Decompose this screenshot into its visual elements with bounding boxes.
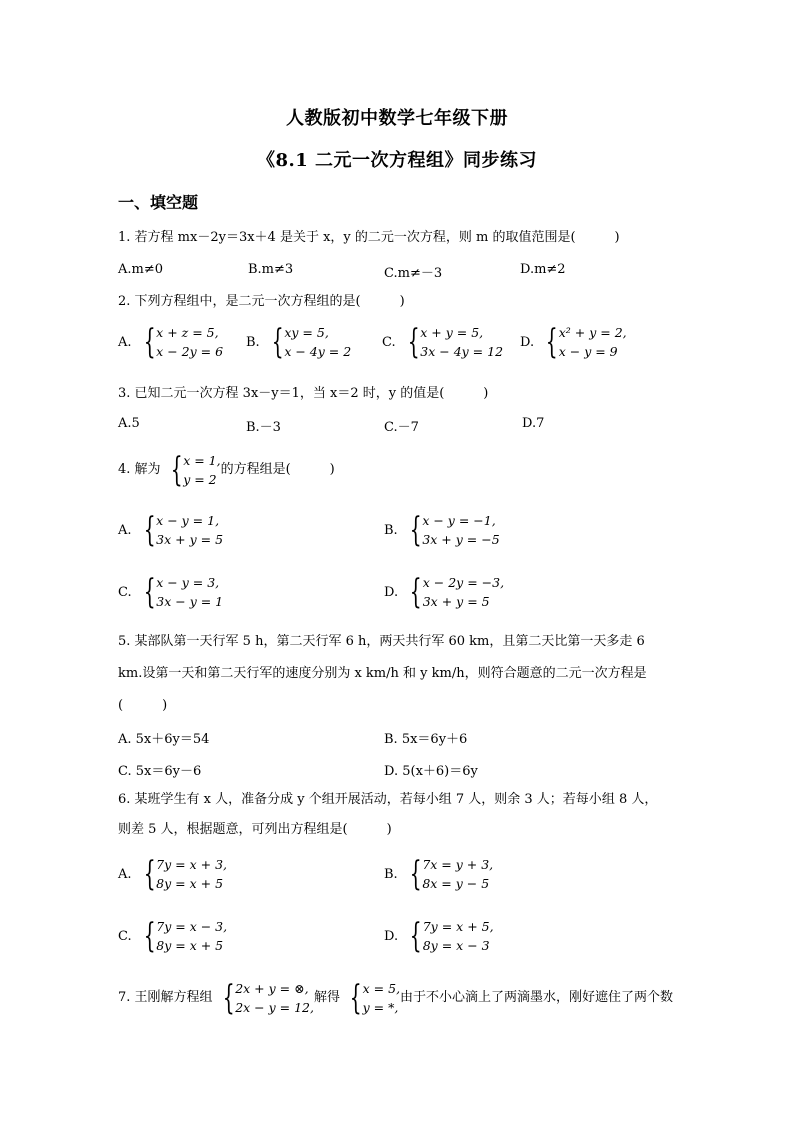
q6-option-d: D. { 7y = x + 5, 8y = x − 3 (384, 916, 494, 956)
equation: x − y = 9 (558, 344, 618, 359)
equation: x + z = 5, (156, 325, 219, 340)
q1-option-a: A.m≠0 (118, 262, 164, 277)
option-label: C. (118, 584, 132, 600)
question-2: 2. 下列方程组中，是二元一次方程组的是( ) (118, 294, 405, 309)
option-label: B. (384, 522, 398, 538)
q1-option-d: D.m≠2 (520, 262, 566, 277)
question-6-line-2: 则差 5 人，根据题意，可列出方程组是( ) (118, 822, 392, 837)
question-5-line-3: ( ) (118, 698, 168, 713)
question-4: 4. 解为 { x = 1, y = 2 的方程组是( ) (118, 450, 335, 490)
equation: y = *, (362, 1000, 399, 1015)
equation: x = 5, (362, 981, 401, 996)
equation: 3x + y = 5 (156, 532, 224, 547)
equation: 7y = x − 3, (156, 919, 228, 934)
equation: 7x = y + 3, (422, 857, 494, 872)
equation: 8y = x + 5 (156, 876, 224, 891)
question-5-line-2: km.设第一天和第二天行军的速度分别为 x km/h 和 y km/h，则符合题意的二元一次方程是 (118, 666, 647, 681)
equation: y = 2 (183, 472, 217, 487)
equation: x − y = 3, (156, 575, 220, 590)
q3-option-a: A.5 (118, 416, 140, 431)
equation: 8y = x − 3 (422, 938, 490, 953)
option-label: C. (118, 928, 132, 944)
question-6-line-1: 6. 某班学生有 x 人，准备分成 y 个组开展活动，若每小组 7 人，则余 3 人；若每小组 8 人， (118, 792, 658, 807)
equation: x − 4y = 2 (284, 344, 352, 359)
equation: 8y = x + 5 (156, 938, 224, 953)
q2-option-c: C. { x + y = 5, 3x − 4y = 12 (382, 322, 504, 362)
equation: 7y = x + 3, (156, 857, 228, 872)
q4-option-d: D. { x − 2y = −3, 3x + y = 5 (384, 572, 505, 612)
q7-mid: 解得 (313, 990, 340, 1005)
q4-suffix: 的方程组是( ) (220, 462, 335, 477)
equation: x² + y = 2, (558, 325, 627, 340)
q1-option-b: B.m≠3 (248, 262, 294, 277)
q1-option-c: C.m≠－3 (384, 266, 443, 281)
q6-option-a: A. { 7y = x + 3, 8y = x + 5 (118, 854, 228, 894)
equation: x − y = 1, (156, 513, 220, 528)
equation: x = 1, (183, 453, 221, 468)
q5-option-d: D. 5(x＋6)＝6y (384, 764, 478, 779)
equation: x − 2y = −3, (422, 575, 505, 590)
q4-option-b: B. { x − y = −1, 3x + y = −5 (384, 510, 500, 550)
option-label: B. (246, 334, 260, 350)
equation: 8x = y − 5 (422, 876, 490, 891)
q2-option-d: D. { x² + y = 2, x − y = 9 (520, 322, 627, 362)
equation: x − 2y = 6 (156, 344, 224, 359)
equation: 7y = x + 5, (422, 919, 494, 934)
option-label: C. (382, 334, 396, 350)
option-label: B. (384, 866, 398, 882)
equation: xy = 5, (284, 325, 329, 340)
q3-option-b: B.－3 (246, 420, 281, 435)
question-5-line-1: 5. 某部队第一天行军 5 h，第二天行军 6 h，两天共行军 60 km，且第二天比第一天多走 6 (118, 634, 645, 649)
q4-prefix: 4. 解为 (118, 462, 161, 477)
option-label: D. (384, 584, 399, 600)
question-7: 7. 王刚解方程组 { 2x + y = ⊗, 2x − y = 12, 解得 { x = 5, y = *, 由于不小心滴上了两滴墨水，刚好遮住了两个数 (118, 978, 674, 1018)
option-label: A. (118, 334, 132, 350)
page-subtitle: 《8.1 二元一次方程组》同步练习 (256, 150, 538, 171)
q6-option-c: C. { 7y = x − 3, 8y = x + 5 (118, 916, 228, 956)
option-label: D. (520, 334, 535, 350)
equation: 3x + y = −5 (422, 532, 500, 547)
q5-option-b: B. 5x＝6y＋6 (384, 732, 468, 747)
equation: 3x − 4y = 12 (420, 344, 504, 359)
option-label: A. (118, 866, 132, 882)
equation: 2x + y = ⊗, (235, 981, 309, 996)
q4-option-c: C. { x − y = 3, 3x − y = 1 (118, 572, 224, 612)
q3-option-d: D.7 (522, 416, 545, 431)
equation: 3x + y = 5 (422, 594, 490, 609)
q7-prefix: 7. 王刚解方程组 (118, 990, 213, 1005)
q2-option-b: B. { xy = 5, x − 4y = 2 (246, 322, 352, 362)
q5-option-c: C. 5x＝6y－6 (118, 764, 202, 779)
section-heading: 一、填空题 (118, 193, 199, 212)
q3-option-c: C.－7 (384, 420, 419, 435)
q6-option-b: B. { 7x = y + 3, 8x = y − 5 (384, 854, 494, 894)
equation: x + y = 5, (420, 325, 484, 340)
q4-option-a: A. { x − y = 1, 3x + y = 5 (118, 510, 224, 550)
question-3: 3. 已知二元一次方程 3x－y＝1，当 x＝2 时，y 的值是( ) (118, 386, 489, 401)
equation: 2x − y = 12, (235, 1000, 314, 1015)
q2-option-a: A. { x + z = 5, x − 2y = 6 (118, 322, 224, 362)
equation: 3x − y = 1 (156, 594, 224, 609)
equation: x − y = −1, (422, 513, 496, 528)
question-1: 1. 若方程 mx－2y＝3x＋4 是关于 x，y 的二元一次方程，则 m 的取值范围是( ) (118, 230, 620, 245)
page-title: 人教版初中数学七年级下册 (286, 108, 508, 129)
option-label: D. (384, 928, 399, 944)
q5-option-a: A. 5x＋6y＝54 (118, 732, 210, 747)
option-label: A. (118, 522, 132, 538)
q7-suffix: 由于不小心滴上了两滴墨水，刚好遮住了两个数 (400, 990, 674, 1005)
